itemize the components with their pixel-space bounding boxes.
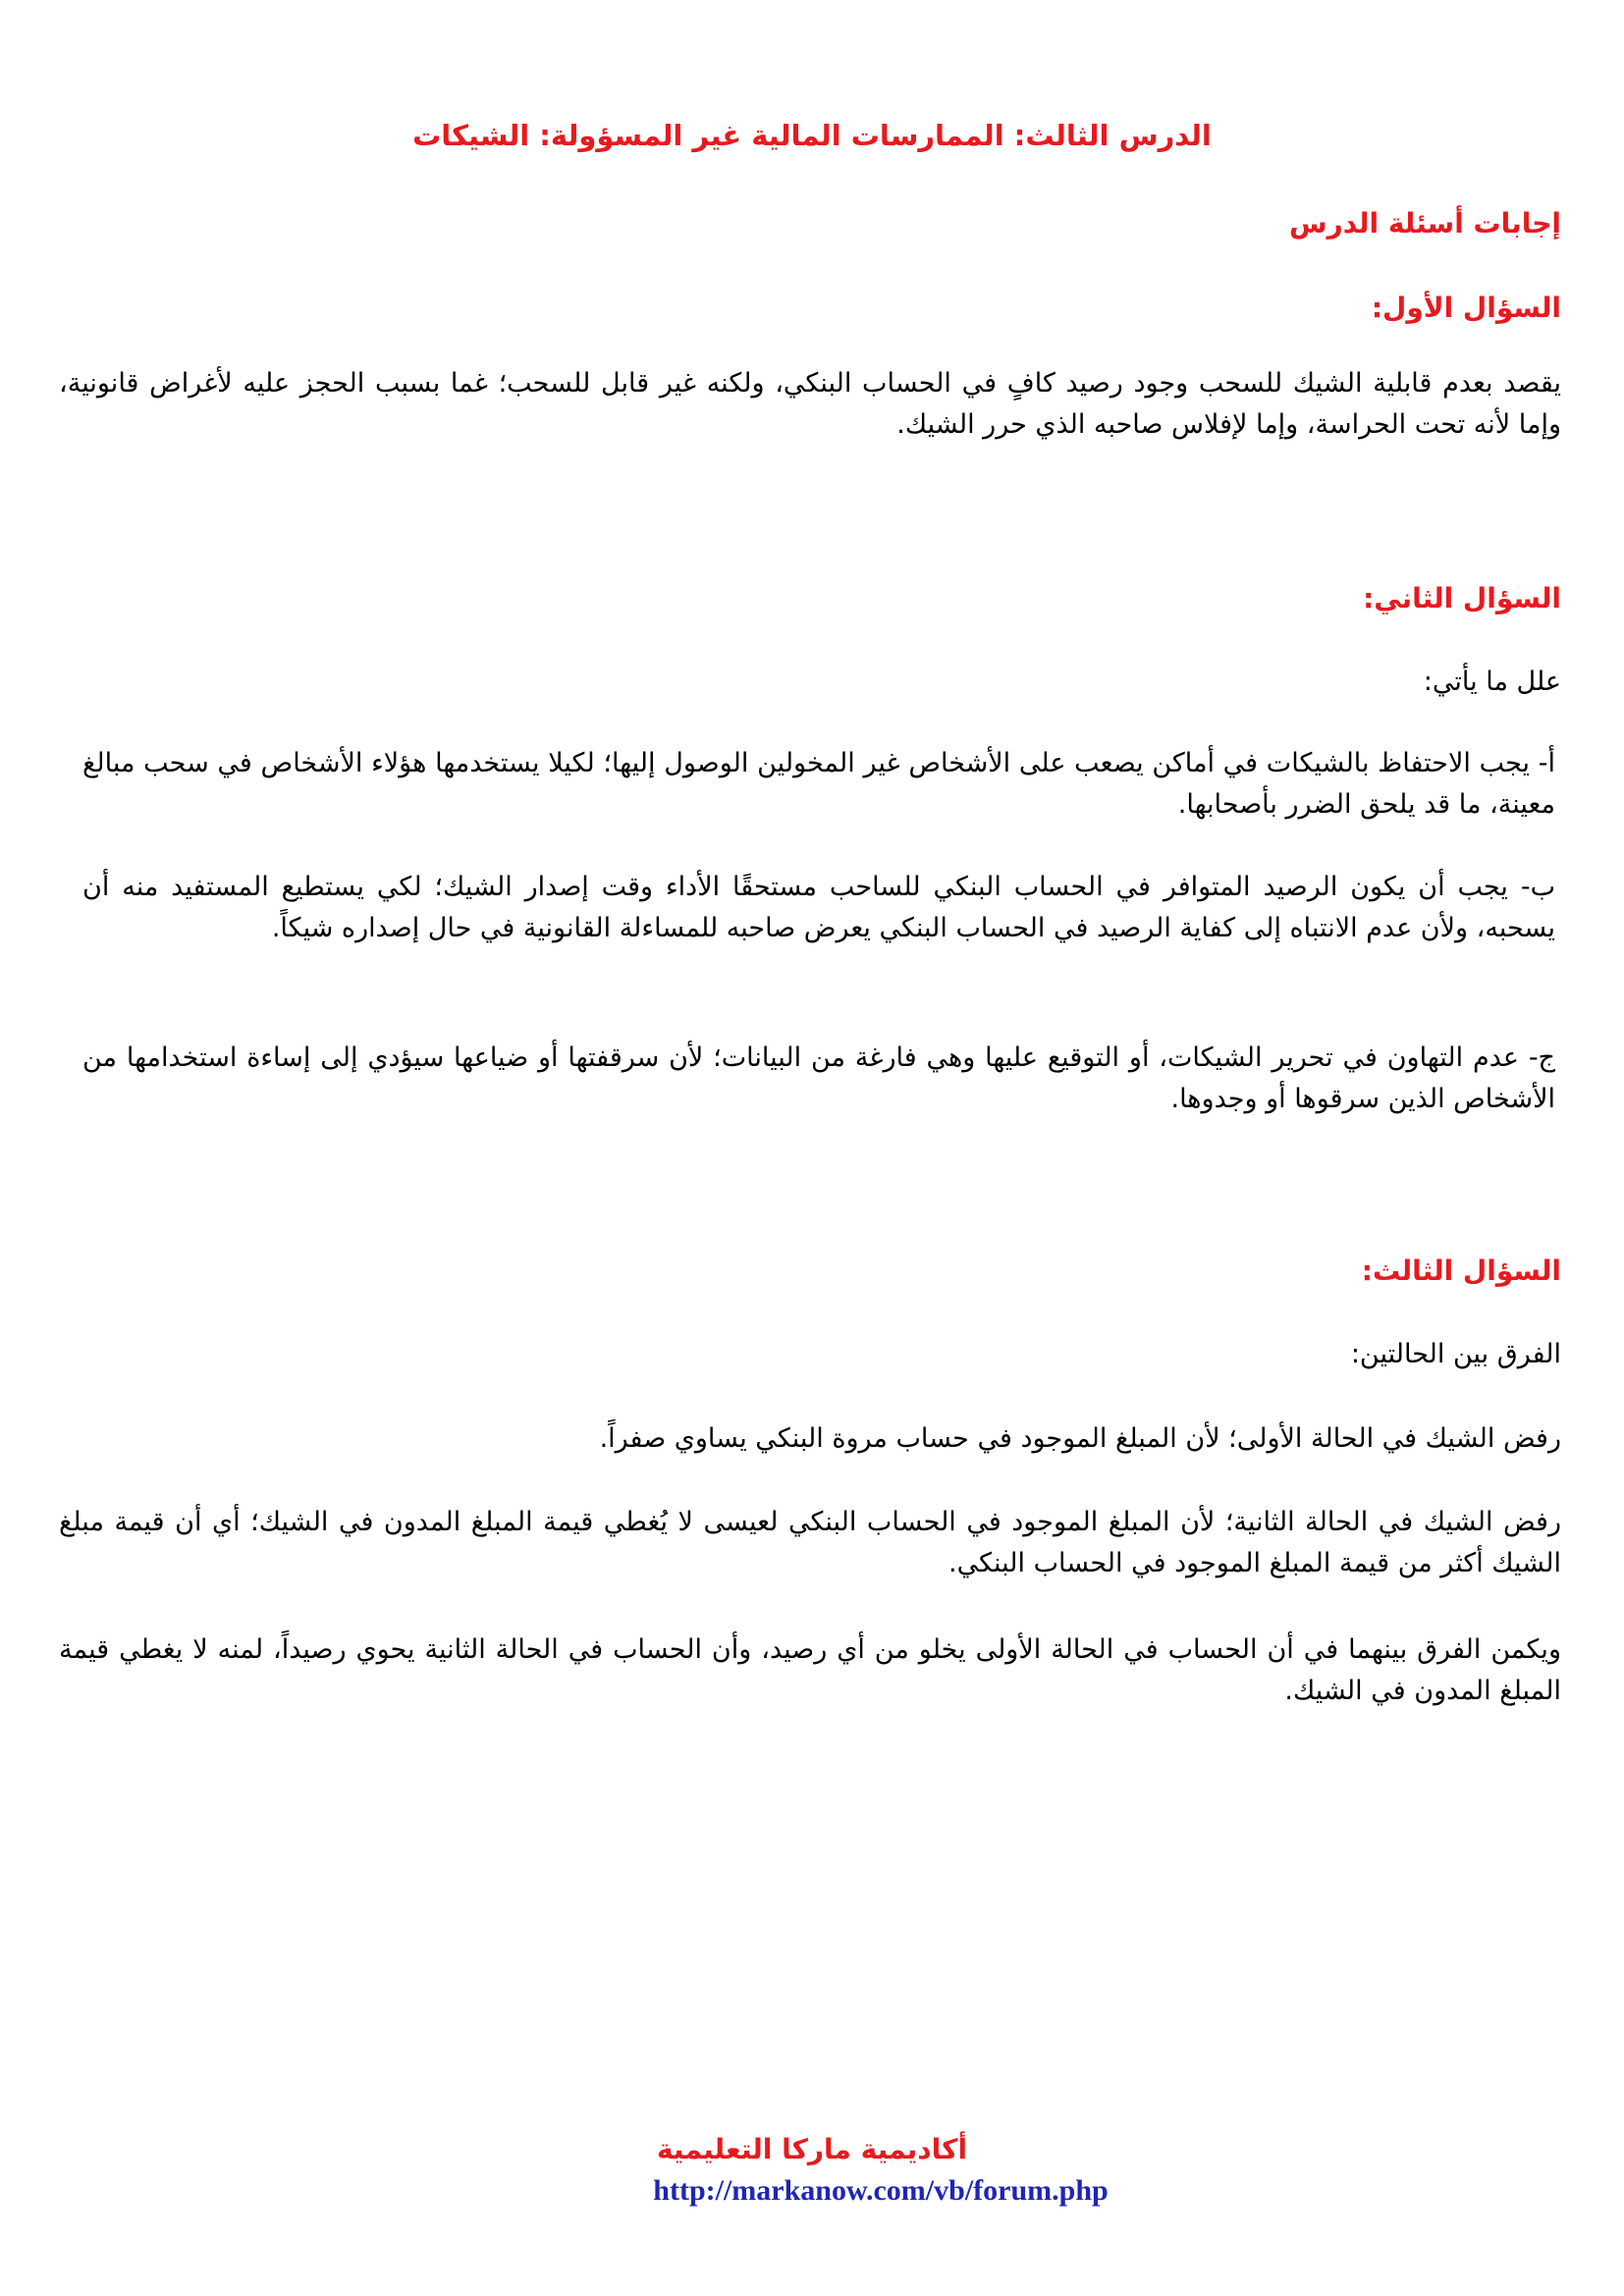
lesson-title: الدرس الثالث: الممارسات المالية غير المسؤولة: الشيكات [412, 119, 1212, 152]
question-2-item-a: أ- يجب الاحتفاظ بالشيكات في أماكن يصعب على الأشخاص غير المخولين الوصول إليها؛ لكيلا يستخدمها هؤلاء الأشخاص في سحب مبالغ معينة، ما قد يلحق الضرر بأصحابها. [82, 748, 1555, 820]
question-2-heading: السؤال الثاني: [1363, 582, 1561, 614]
question-2-intro: علل ما يأتي: [1423, 667, 1561, 697]
question-2-item-b: ب- يجب أن يكون الرصيد المتوافر في الحساب البنكي للساحب مستحقًا الأداء وقت إصدار الشيك؛ لكي يستطيع المستفيد منه أن يسحبه، ولأن عدم الانتباه إلى كفاية الرصيد في الحساب البنكي يعرض صاحبه للمساءلة القانونية في حال إصداره شيكاً. [82, 872, 1555, 943]
question-1-heading: السؤال الأول: [1371, 292, 1561, 324]
question-3-intro: الفرق بين الحالتين: [1350, 1339, 1561, 1369]
question-3-heading: السؤال الثالث: [1361, 1255, 1561, 1287]
question-1-answer: يقصد بعدم قابلية الشيك للسحب وجود رصيد كافٍ في الحساب البنكي، ولكنه غير قابل للسحب؛ غما بسبب الحجز عليه لأغراض قانونية، وإما لأنه تحت الحراسة، وإما لإفلاس صاحبه الذي حرر الشيك. [59, 368, 1561, 440]
question-2-item-c: ج- عدم التهاون في تحرير الشيكات، أو التوقيع عليها وهي فارغة من البيانات؛ لأن سرقفتها أو ضياعها سيؤدي إلى إساءة استخدامها من الأشخاص الذين سرقوها أو وجدوها. [82, 1042, 1555, 1114]
footer-academy-name: أكاديمية ماركا التعليمية [656, 2133, 968, 2165]
question-3-paragraph-2: رفض الشيك في الحالة الثانية؛ لأن المبلغ الموجود في الحساب البنكي لعيسى لا يُغطي قيمة المبلغ المدون في الشيك؛ أي أن قيمة مبلغ الشيك أكثر من قيمة المبلغ الموجود في الحساب البنكي. [59, 1507, 1561, 1578]
question-3-paragraph-3: ويكمن الفرق بينهما في أن الحساب في الحالة الأولى يخلو من أي رصيد، وأن الحساب في الحالة الثانية يحوي رصيداً، لمنه لا يغطي قيمة المبلغ المدون في الشيك. [59, 1634, 1561, 1706]
footer-url-link[interactable]: http://markanow.com/vb/forum.php [653, 2174, 1109, 2207]
answers-heading: إجابات أسئلة الدرس [1289, 207, 1561, 240]
footer-link-row [0, 2171, 1624, 2211]
question-3-paragraph-1: رفض الشيك في الحالة الأولى؛ لأن المبلغ الموجود في حساب مروة البنكي يساوي صفراً. [599, 1423, 1561, 1454]
